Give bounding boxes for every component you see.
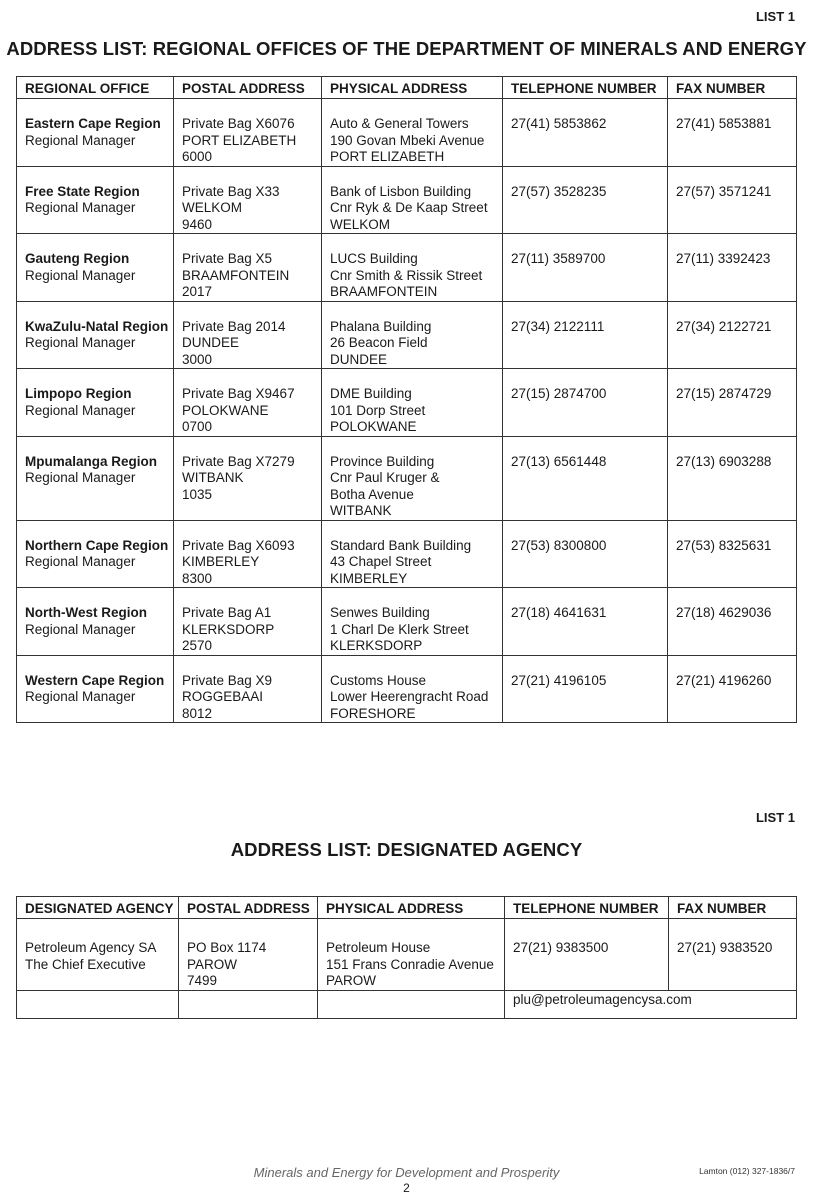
postal-line: PAROW (187, 956, 237, 972)
postal-line: WELKOM (182, 200, 243, 215)
agency-contact-title: The Chief Executive (25, 956, 146, 972)
table-row (17, 990, 797, 1018)
regional-office-cell (17, 436, 174, 520)
postal-line: 3000 (182, 351, 213, 367)
footer-slogan: Minerals and Energy for Development and Prosperity (253, 1165, 560, 1180)
physical-line: PAROW (326, 973, 376, 988)
physical-line: 26 Beacon Field (330, 335, 428, 350)
physical-line: 43 Chapel Street (330, 554, 432, 569)
physical-line: DME Building (330, 386, 412, 401)
physical-address-cell (322, 99, 503, 167)
physical-line: DUNDEE (330, 351, 388, 367)
fax-number: 27(21) 4196260 (676, 672, 772, 688)
fax-number: 27(57) 3571241 (676, 183, 772, 199)
telephone-number: 27(53) 8300800 (511, 537, 607, 553)
physical-address-cell (322, 369, 503, 437)
postal-address-cell (174, 520, 322, 588)
postal-line: 8012 (182, 705, 213, 721)
physical-line: Lower Heerengracht Road (330, 689, 489, 704)
telephone-cell (503, 301, 668, 369)
physical-line: Cnr Ryk & De Kaap Street (330, 200, 488, 215)
regional-manager-label: Regional Manager (25, 335, 136, 350)
fax-cell (668, 588, 797, 656)
printer-credit: Lamton (012) 327-1836/7 (699, 1166, 795, 1176)
physical-line: Customs House (330, 672, 427, 688)
postal-line: 2017 (182, 284, 213, 299)
postal-address-cell (174, 436, 322, 520)
physical-address-cell (322, 436, 503, 520)
telephone-number: 27(13) 6561448 (511, 453, 607, 469)
physical-line: KIMBERLEY (330, 570, 408, 586)
postal-address-cell (174, 369, 322, 437)
fax-cell (668, 655, 797, 723)
postal-line: PORT ELIZABETH (182, 132, 297, 148)
column-header-regional-office: REGIONAL OFFICE (17, 77, 174, 99)
page-number: 2 (403, 1181, 410, 1195)
list-label-agency: LIST 1 (755, 810, 795, 825)
telephone-number: 27(11) 3589700 (511, 251, 606, 266)
postal-line: 2570 (182, 638, 213, 653)
physical-address-cell (322, 166, 503, 234)
column-header-postal-address: POSTAL ADDRESS (174, 77, 322, 99)
agency-name: Petroleum Agency SA (25, 940, 157, 955)
physical-line: 190 Govan Mbeki Avenue (330, 132, 485, 148)
column-header-postal-address: POSTAL ADDRESS (179, 897, 318, 919)
postal-line: Private Bag X33 (182, 183, 280, 199)
table-row (17, 99, 797, 167)
region-name: North-West Region (25, 605, 147, 620)
regional-manager-label: Regional Manager (25, 200, 136, 215)
physical-line: 101 Dorp Street (330, 402, 426, 418)
postal-line: Private Bag X9467 (182, 386, 295, 401)
telephone-cell (503, 166, 668, 234)
telephone-cell (503, 234, 668, 302)
column-header-designated-agency: DESIGNATED AGENCY (17, 897, 179, 919)
physical-line: Province Building (330, 453, 435, 469)
telephone-cell (503, 520, 668, 588)
fax-number: 27(11) 3392423 (676, 251, 771, 266)
postal-address-cell (179, 919, 318, 991)
fax-number: 27(41) 5853881 (676, 116, 772, 131)
region-name: Limpopo Region (25, 386, 132, 401)
fax-cell (668, 234, 797, 302)
designated-agency-table (16, 896, 797, 1019)
postal-line: WITBANK (182, 470, 244, 485)
telephone-cell (503, 99, 668, 167)
region-name: Northern Cape Region (25, 537, 169, 553)
postal-line: Private Bag X6076 (182, 116, 295, 131)
physical-address-cell (322, 520, 503, 588)
column-header-physical-address: PHYSICAL ADDRESS (322, 77, 503, 99)
physical-line: PORT ELIZABETH (330, 149, 445, 164)
list-label-top: LIST 1 (755, 9, 795, 24)
fax-number: 27(21) 9383520 (677, 940, 773, 955)
postal-line: 6000 (182, 149, 213, 164)
telephone-number: 27(18) 4641631 (511, 605, 607, 620)
column-header-fax-number: FAX NUMBER (669, 897, 797, 919)
postal-line: 1035 (182, 486, 213, 502)
physical-line: Bank of Lisbon Building (330, 183, 472, 199)
postal-line: Private Bag A1 (182, 605, 272, 620)
fax-number: 27(34) 2122721 (676, 318, 772, 334)
physical-line: Cnr Smith & Rissik Street (330, 267, 483, 283)
postal-line: DUNDEE (182, 335, 240, 350)
email-cell (505, 990, 797, 1018)
postal-line: BRAAMFONTEIN (182, 267, 290, 283)
table-row (17, 234, 797, 302)
region-name: Eastern Cape Region (25, 116, 161, 131)
postal-address-cell (174, 588, 322, 656)
physical-line: Botha Avenue (330, 486, 414, 502)
telephone-cell (503, 588, 668, 656)
telephone-cell (503, 369, 668, 437)
email-address: plu@petroleumagencysa.com (513, 991, 692, 1007)
column-header-fax-number: FAX NUMBER (668, 77, 797, 99)
physical-line: FORESHORE (330, 705, 416, 721)
table-header-row (17, 897, 797, 919)
regional-manager-label: Regional Manager (25, 470, 136, 485)
region-name: Free State Region (25, 183, 140, 199)
postal-line: POLOKWANE (182, 402, 269, 418)
physical-address-cell (322, 234, 503, 302)
fax-cell (668, 166, 797, 234)
table-row (17, 436, 797, 520)
regional-office-cell (17, 588, 174, 656)
fax-number: 27(15) 2874729 (676, 386, 772, 401)
physical-line: Auto & General Towers (330, 116, 469, 131)
physical-line: LUCS Building (330, 251, 418, 266)
region-name: Gauteng Region (25, 251, 130, 266)
physical-line: Standard Bank Building (330, 537, 472, 553)
telephone-number: 27(21) 9383500 (513, 940, 609, 955)
region-name: KwaZulu-Natal Region (25, 318, 169, 334)
column-header-telephone-number: TELEPHONE NUMBER (505, 897, 669, 919)
postal-line: Private Bag X9 (182, 672, 273, 688)
regional-office-cell (17, 166, 174, 234)
physical-address-cell (322, 655, 503, 723)
region-name: Western Cape Region (25, 672, 165, 688)
postal-line: PO Box 1174 (187, 940, 267, 955)
postal-line: Private Bag 2014 (182, 318, 286, 334)
empty-cell (179, 990, 318, 1018)
column-header-physical-address: PHYSICAL ADDRESS (318, 897, 505, 919)
postal-line: 0700 (182, 419, 213, 434)
physical-line: Senwes Building (330, 605, 430, 620)
telephone-cell (505, 919, 669, 991)
postal-line: KIMBERLEY (182, 554, 260, 569)
regional-office-cell (17, 520, 174, 588)
postal-line: Private Bag X5 (182, 251, 273, 266)
physical-address-cell (318, 919, 505, 991)
telephone-number: 27(21) 4196105 (511, 672, 607, 688)
telephone-number: 27(57) 3528235 (511, 183, 607, 199)
postal-line: Private Bag X7279 (182, 453, 295, 469)
physical-line: POLOKWANE (330, 419, 417, 434)
physical-address-cell (322, 301, 503, 369)
regional-office-cell (17, 301, 174, 369)
postal-address-cell (174, 234, 322, 302)
postal-address-cell (174, 301, 322, 369)
fax-number: 27(18) 4629036 (676, 605, 772, 620)
fax-cell (668, 301, 797, 369)
designated-agency-title: ADDRESS LIST: DESIGNATED AGENCY (230, 839, 583, 860)
regional-office-cell (17, 369, 174, 437)
agency-cell (17, 919, 179, 991)
telephone-number: 27(15) 2874700 (511, 386, 607, 401)
postal-address-cell (174, 166, 322, 234)
empty-cell (17, 990, 179, 1018)
table-row (17, 301, 797, 369)
table-header-row (17, 77, 797, 99)
postal-line: 7499 (187, 973, 218, 988)
physical-line: 151 Frans Conradie Avenue (326, 956, 494, 972)
table-row (17, 919, 797, 991)
physical-line: Cnr Paul Kruger & (330, 470, 440, 485)
regional-offices-title: ADDRESS LIST: REGIONAL OFFICES OF THE DEPARTMENT OF MINERALS AND ENERGY (6, 38, 807, 59)
table-row (17, 588, 797, 656)
fax-cell (668, 99, 797, 167)
physical-address-cell (322, 588, 503, 656)
physical-line: Phalana Building (330, 318, 432, 334)
postal-line: ROGGEBAAI (182, 689, 264, 704)
postal-line: 8300 (182, 570, 213, 586)
table-row (17, 166, 797, 234)
physical-line: WITBANK (330, 503, 392, 518)
fax-cell (668, 436, 797, 520)
postal-address-cell (174, 99, 322, 167)
regional-manager-label: Regional Manager (25, 689, 136, 704)
regional-office-cell (17, 655, 174, 723)
physical-line: BRAAMFONTEIN (330, 284, 438, 299)
column-header-telephone-number: TELEPHONE NUMBER (503, 77, 668, 99)
fax-cell (669, 919, 797, 991)
postal-line: Private Bag X6093 (182, 537, 295, 553)
regional-manager-label: Regional Manager (25, 402, 136, 418)
regional-office-cell (17, 234, 174, 302)
regional-office-cell (17, 99, 174, 167)
table-row (17, 655, 797, 723)
fax-cell (668, 369, 797, 437)
table-row (17, 520, 797, 588)
postal-line: 9460 (182, 216, 213, 232)
regional-manager-label: Regional Manager (25, 554, 136, 569)
fax-number: 27(13) 6903288 (676, 453, 772, 469)
postal-line: KLERKSDORP (182, 621, 275, 637)
fax-number: 27(53) 8325631 (676, 537, 772, 553)
postal-address-cell (174, 655, 322, 723)
telephone-cell (503, 655, 668, 723)
telephone-number: 27(34) 2122111 (511, 318, 605, 334)
fax-cell (668, 520, 797, 588)
empty-cell (318, 990, 505, 1018)
physical-line: Petroleum House (326, 940, 431, 955)
regional-manager-label: Regional Manager (25, 267, 136, 283)
regional-offices-table (16, 76, 797, 723)
regional-manager-label: Regional Manager (25, 132, 136, 148)
physical-line: WELKOM (330, 216, 391, 232)
regional-manager-label: Regional Manager (25, 621, 136, 637)
telephone-cell (503, 436, 668, 520)
telephone-number: 27(41) 5853862 (511, 116, 607, 131)
physical-line: 1 Charl De Klerk Street (330, 621, 469, 637)
region-name: Mpumalanga Region (25, 453, 158, 469)
table-row (17, 369, 797, 437)
physical-line: KLERKSDORP (330, 638, 423, 653)
